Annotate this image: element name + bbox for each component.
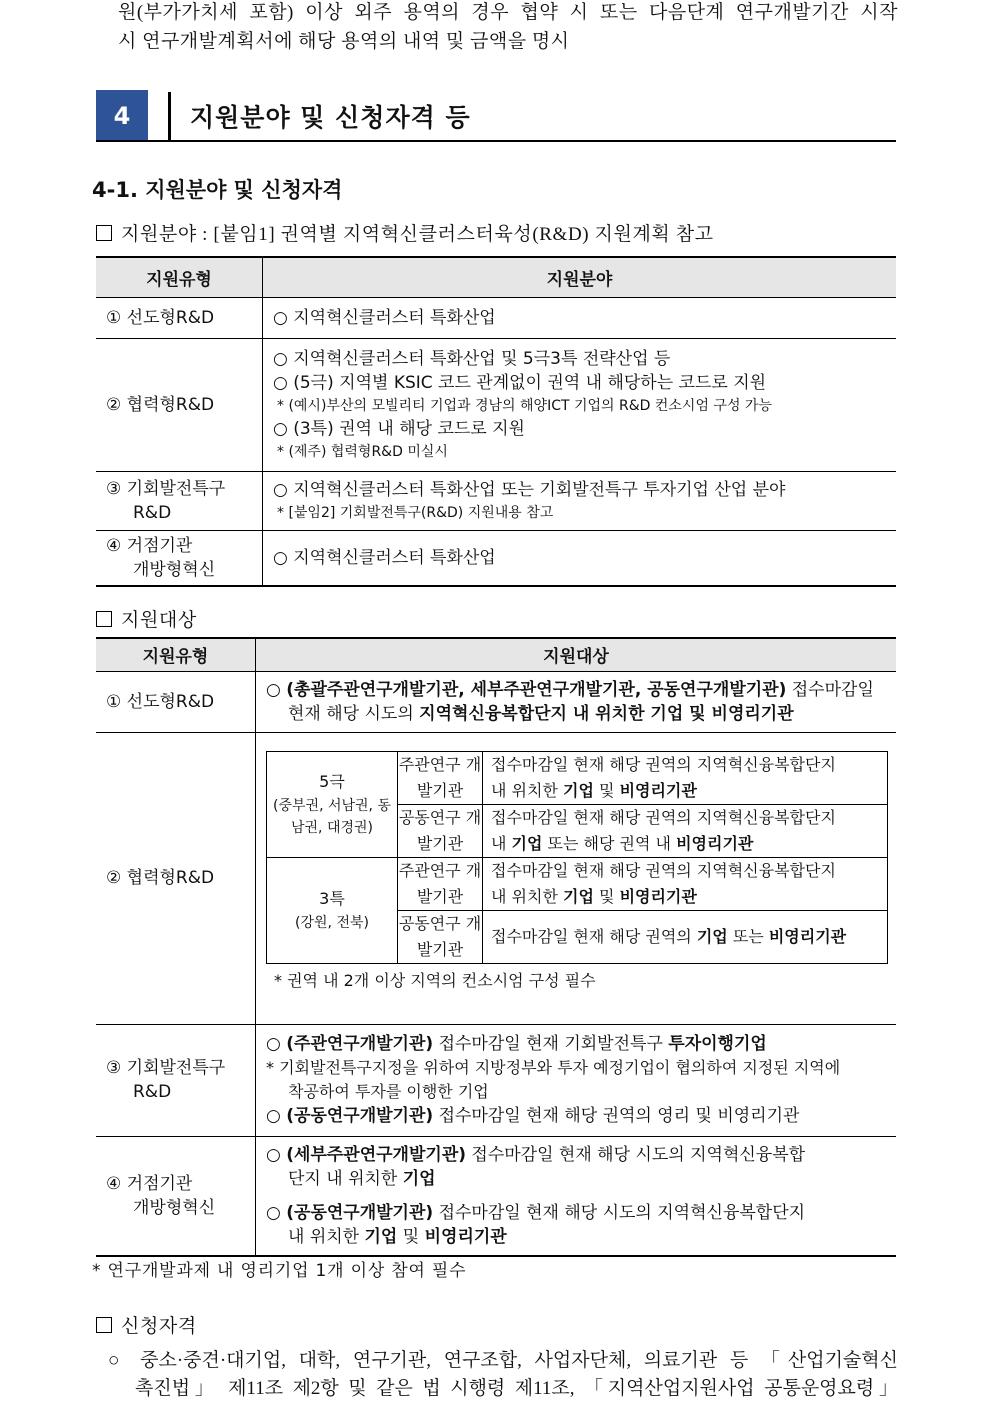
region-table — [266, 751, 888, 964]
table-row — [96, 338, 896, 471]
section-number-box: 4 — [96, 90, 148, 142]
subsection-title: 4-1. 지원분야 및 신청자격 — [92, 178, 343, 202]
table-row — [96, 1136, 896, 1256]
content-cell: ○ (세부주관연구개발기관) 접수마감일 현재 해당 시도의 지역혁신융복합 단지 내 위치한 기업 ○ (공동연구개발기관) 접수마감일 현재 해당 시도의 지역혁신융복합단지 내 위치한 기업 및 비영리기관 — [256, 1136, 897, 1256]
type-cell: ② 협력형R&D — [96, 338, 263, 471]
table-row — [96, 732, 896, 1024]
content-cell: ○ (총괄주관연구개발기관, 세부주관연구개발기관, 공동연구개발기관) 접수마감일 현재 해당 시도의 지역혁신융복합단지 내 위치한 기업 및 비영리기관 — [256, 671, 897, 732]
bottom-note: * 연구개발과제 내 영리기업 1개 이상 참여 필수 — [92, 1261, 467, 1281]
content-cell: ○ 지역혁신클러스터 특화산업 — [263, 530, 897, 586]
table-row — [96, 297, 896, 338]
field-table-header-type: 지원유형 — [96, 257, 263, 297]
checkbox-square-icon — [96, 1317, 112, 1333]
type-cell: ④ 거점기관 개방형혁신 — [96, 530, 263, 586]
qualification-line2: 촉진법」 제11조 제2항 및 같은 법 시행령 제11조, 「지역산업지원사업 공통운영요령」 — [135, 1378, 898, 1399]
target-table — [96, 637, 896, 1257]
field-table-header-field: 지원분야 — [263, 257, 897, 297]
section-title: 지원분야 및 신청자격 등 — [190, 103, 471, 132]
content-cell: ○ 지역혁신클러스터 특화산업 및 5극3특 전략산업 등 ○ (5극) 지역별 KSIC 코드 관계없이 권역 내 해당하는 코드로 지원 * (예시)부산의 모빌리티 기업과 경남의 해양ICT 기업의 R&D 컨소시엄 구성 가능 ○ (3특) 권역 내 해당 코드로 지원 * (제주) 협력형R&D 미실시 — [263, 338, 897, 471]
section-underline — [96, 140, 896, 142]
type-cell: ① 선도형R&D — [96, 671, 256, 732]
type-cell: ② 협력형R&D — [96, 732, 256, 1024]
org-cell: 공동연구 개발기관 — [398, 804, 483, 857]
target-bullet-text: 지원대상 — [121, 610, 197, 631]
field-bullet — [96, 219, 714, 246]
type-cell: ③ 기회발전특구 R&D — [96, 1024, 256, 1136]
top-paragraph-line2: 시 연구개발계획서에 해당 용역의 내역 및 금액을 명시 — [118, 31, 570, 52]
target-table-header-target: 지원대상 — [256, 638, 897, 671]
table-row — [96, 530, 896, 586]
type-cell: ④ 거점기관 개방형혁신 — [96, 1136, 256, 1256]
region-group-3: 3특 (강원, 전북) — [267, 857, 398, 963]
top-paragraph — [118, 0, 898, 56]
content-cell: ○ 지역혁신클러스터 특화산업 또는 기회발전특구 투자기업 산업 분야 * [붙임2] 기회발전특구(R&D) 지원내용 참고 — [263, 471, 897, 530]
org-cell: 주관연구 개발기관 — [398, 857, 483, 910]
desc-cell: 접수마감일 현재 해당 권역의 기업 또는 비영리기관 — [483, 910, 888, 963]
org-cell: 주관연구 개발기관 — [398, 751, 483, 804]
top-paragraph-line1: 원(부가가치세 포함) 이상 외주 용역의 경우 협약 시 또는 다음단계 연구개발기간 시작 — [118, 2, 898, 23]
content-cell — [256, 732, 897, 1024]
target-bullet — [96, 605, 197, 632]
desc-cell: 접수마감일 현재 해당 권역의 지역혁신융복합단지 내 위치한 기업 및 비영리기관 — [483, 751, 888, 804]
checkbox-square-icon — [96, 225, 112, 241]
desc-cell: 접수마감일 현재 해당 권역의 지역혁신융복합단지 내 위치한 기업 및 비영리기관 — [483, 857, 888, 910]
region-note: * 권역 내 2개 이상 지역의 컨소시엄 구성 필수 — [274, 970, 596, 990]
section-divider-bar — [168, 92, 171, 140]
table-row — [96, 471, 896, 530]
desc-cell: 접수마감일 현재 해당 권역의 지역혁신융복합단지 내 기업 또는 해당 권역 내 비영리기관 — [483, 804, 888, 857]
content-cell: ○ 지역혁신클러스터 특화산업 — [263, 297, 897, 338]
org-cell: 공동연구 개발기관 — [398, 910, 483, 963]
qualification-line1: ○ 중소·중견·대기업, 대학, 연구기관, 연구조합, 사업자단체, 의료기관 등 「산업기술혁신 — [108, 1350, 898, 1371]
target-table-header-type: 지원유형 — [96, 638, 256, 671]
qualification-bullet — [96, 1311, 197, 1338]
qualification-bullet-text: 신청자격 — [121, 1316, 197, 1337]
qualification-paragraph — [108, 1347, 898, 1403]
type-cell: ① 선도형R&D — [96, 297, 263, 338]
type-cell: ③ 기회발전특구 R&D — [96, 471, 263, 530]
table-row — [96, 1024, 896, 1136]
table-row — [96, 671, 896, 732]
field-bullet-text: 지원분야 : [붙임1] 권역별 지역혁신클러스터육성(R&D) 지원계획 참고 — [121, 224, 714, 245]
field-table — [96, 256, 896, 587]
content-cell: ○ (주관연구개발기관) 접수마감일 현재 기회발전특구 투자이행기업 * 기회발전특구지정을 위하여 지방정부와 투자 예정기업이 협의하여 지정된 지역에 착공하여 투자를 이행한 기업 ○ (공동연구개발기관) 접수마감일 현재 해당 권역의 영리 및 비영리기관 — [256, 1024, 897, 1136]
checkbox-square-icon — [96, 611, 112, 627]
region-group-5: 5극 (중부권, 서남권, 동남권, 대경권) — [267, 751, 398, 857]
